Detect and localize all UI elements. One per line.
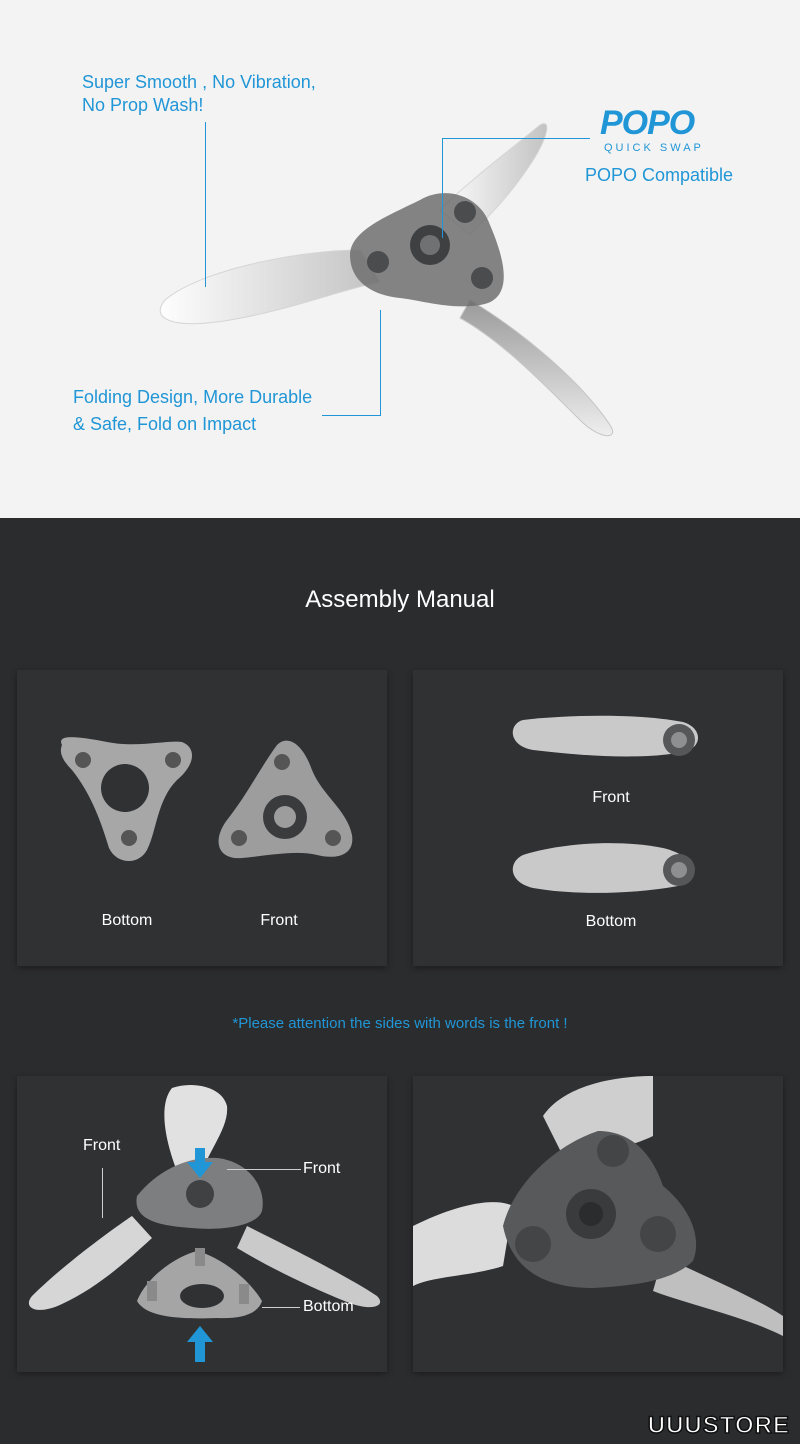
label-hub-front: Front xyxy=(260,912,298,929)
popo-logo: POPO xyxy=(600,104,695,142)
callout-line-popo-h xyxy=(442,138,590,139)
leader-bottom xyxy=(262,1307,300,1308)
assembled-propeller-image xyxy=(413,1076,783,1372)
leader-front-left xyxy=(102,1168,103,1218)
label-assembly-front-right: Front xyxy=(303,1160,341,1177)
feature-section xyxy=(0,0,800,518)
popo-quick-swap: QUICK SWAP xyxy=(604,142,704,154)
callout-line-folding-v xyxy=(380,310,381,416)
panel-hub-parts xyxy=(17,670,387,966)
popo-compatible: POPO Compatible xyxy=(585,165,734,185)
assembly-title: Assembly Manual xyxy=(305,586,495,613)
label-assembly-front-left: Front xyxy=(83,1137,121,1154)
label-blade-bottom: Bottom xyxy=(585,913,637,930)
front-side-note: *Please attention the sides with words is the front ! xyxy=(232,1015,568,1032)
panel-assembly-exploded xyxy=(17,1076,387,1372)
callout-line-smooth xyxy=(205,122,206,287)
panel-blade-parts xyxy=(413,670,783,966)
feature-smooth: Super Smooth , No Vibration, No Prop Wash! xyxy=(82,72,316,115)
label-hub-bottom: Bottom xyxy=(101,912,153,929)
store-watermark: UUUSTORE xyxy=(647,1412,790,1439)
callout-line-folding-h xyxy=(322,415,380,416)
leader-front-right xyxy=(227,1169,301,1170)
callout-line-popo-v xyxy=(442,138,443,238)
panel-assembled xyxy=(413,1076,783,1372)
exploded-assembly-image xyxy=(17,1076,387,1372)
label-assembly-bottom: Bottom xyxy=(303,1298,354,1315)
feature-folding: Folding Design, More Durable & Safe, Fold on Impact xyxy=(73,387,313,434)
label-blade-front: Front xyxy=(592,789,630,806)
hub-bottom-image xyxy=(17,670,387,966)
